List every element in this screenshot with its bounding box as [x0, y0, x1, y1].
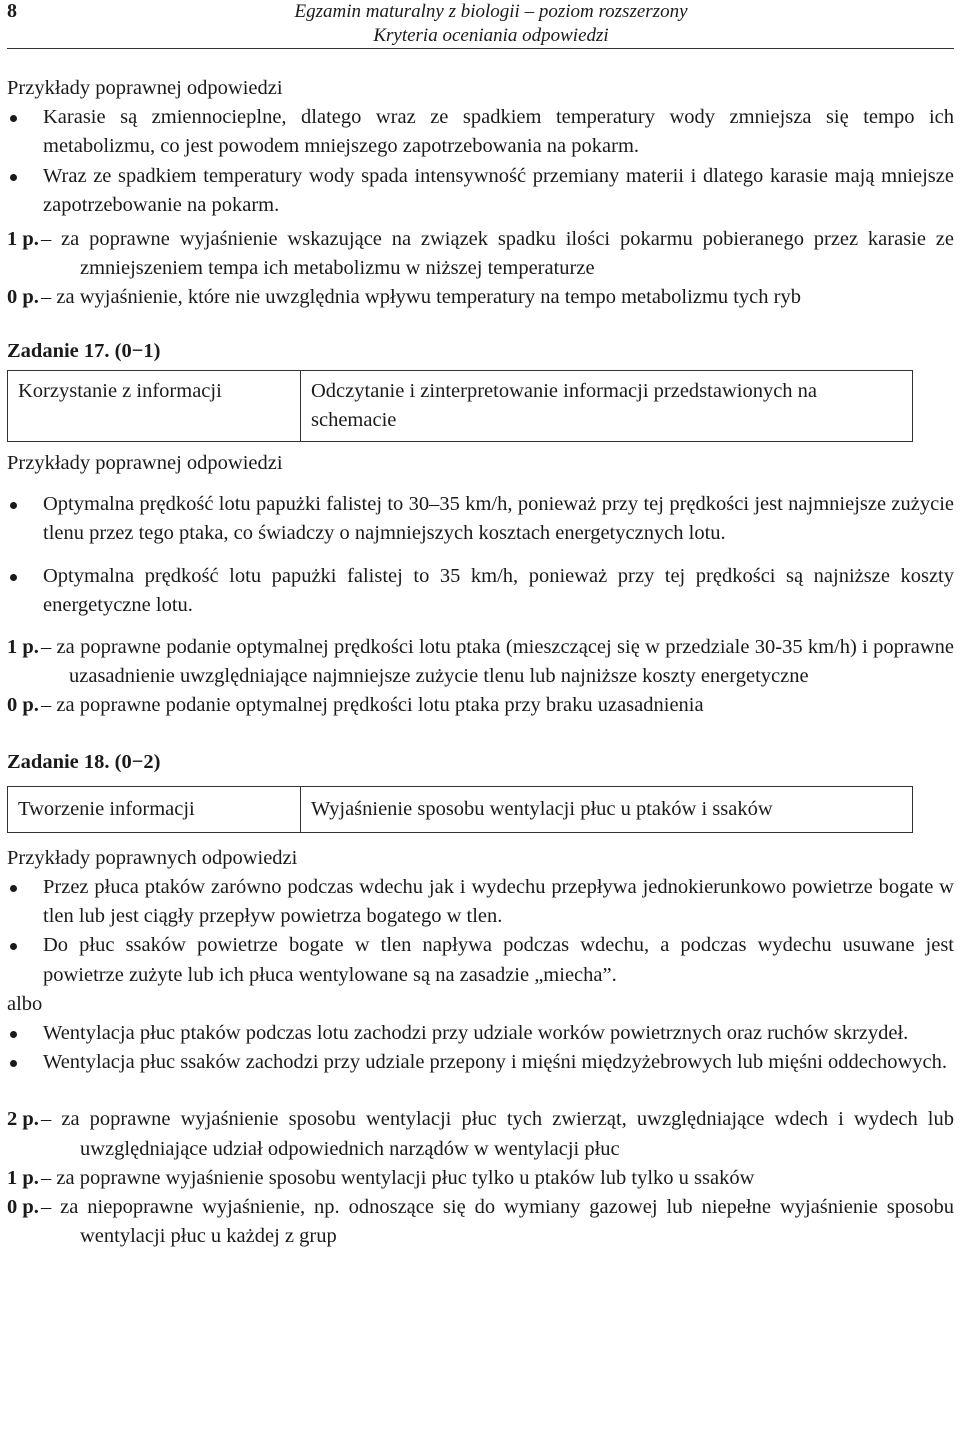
list-item: Wentylacja płuc ssaków zachodzi przy udziale przepony i mięśni międzyżebrowych lub mięśni oddechowych. — [7, 1048, 954, 1077]
header-title-line-1: Egzamin maturalny z biologii – poziom rozszerzony — [294, 1, 688, 22]
task17-examples-list — [7, 490, 954, 620]
page-header — [7, 0, 954, 49]
task18-criteria-table — [7, 786, 913, 833]
bullet-icon — [10, 943, 17, 950]
score-row: 0 p. – za poprawne podanie optymalnej prędkości lotu ptaka przy braku uzasadnienia — [7, 694, 704, 717]
task16-examples-list — [7, 103, 954, 220]
bullet-icon — [10, 502, 17, 509]
list-item: Do płuc ssaków powietrze bogate w tlen napływa podczas wdechu, a podczas wydechu usuwane jest powietrze zużyte lub ich płuca wentylowane są na zasadzie „miecha”. — [7, 931, 954, 989]
criteria-description: Odczytanie i zinterpretowanie informacji przedstawionych na schemacie — [311, 379, 818, 431]
score-row: 1 p. – za poprawne podanie optymalnej prędkości lotu ptaka (mieszczącej się w przedziale 30-35 km/h) i poprawne uzasadnienie uwzględniające najmniejsze zużycie tlenu lub najniższe koszty energetyczne — [7, 636, 954, 688]
task18-examples-list-a — [7, 873, 954, 990]
score-row: 0 p. – za wyjaśnienie, które nie uwzględnia wpływu temperatury na tempo metabolizmu tych ryb — [7, 286, 801, 309]
page-number: 8 — [7, 0, 17, 22]
task18-examples-label: Przykłady poprawnych odpowiedzi — [7, 846, 298, 869]
header-title — [271, 0, 711, 48]
task17-criteria-table — [7, 370, 913, 442]
task16-examples-label: Przykłady poprawnej odpowiedzi — [7, 77, 283, 99]
bullet-icon — [10, 115, 17, 122]
bullet-icon — [10, 174, 17, 181]
score-row: 1 p. – za poprawne wyjaśnienie sposobu wentylacji płuc tylko u ptaków lub tylko u ssaków — [7, 1166, 755, 1189]
task18-examples-list-b — [7, 1019, 954, 1077]
score-row: 2 p. – za poprawne wyjaśnienie sposobu wentylacji płuc tych zwierząt, uwzględniające wdech i wydech lub uwzględniające udział odpowiednich narządów w wentylacji płuc — [7, 1108, 954, 1160]
bullet-icon — [10, 574, 17, 581]
list-item: Karasie są zmiennocieplne, dlatego wraz ze spadkiem temperatury wody zmniejsza się tempo ich metabolizmu, co jest powodem mniejszego zapotrzebowania na pokarm. — [7, 103, 954, 161]
task18-section — [7, 748, 954, 1252]
task17-title: Zadanie 17. (0−1) — [7, 339, 161, 362]
list-item: Optymalna prędkość lotu papużki falistej to 35 km/h, ponieważ przy tej prędkości są najniższe koszty energetyczne lotu. — [7, 562, 954, 620]
task16-section — [7, 74, 954, 313]
criteria-requirement: Korzystanie z informacji — [8, 371, 301, 441]
list-item: Wraz ze spadkiem temperatury wody spada intensywność przemiany materii i dlatego karasie mają mniejsze zapotrzebowanie na pokarm. — [7, 162, 954, 220]
task18-title: Zadanie 18. (0−2) — [7, 750, 161, 773]
score-row: 1 p. – za poprawne wyjaśnienie wskazujące na związek spadku ilości pokarmu pobieranego przez karasie ze zmniejszeniem tempa ich metabolizmu w niższej temperaturze — [7, 228, 954, 280]
task17-examples-label: Przykłady poprawnej odpowiedzi — [7, 452, 283, 475]
alternative-separator: albo — [7, 992, 43, 1015]
bullet-icon — [10, 885, 17, 892]
list-item: Wentylacja płuc ptaków podczas lotu zachodzi przy udziale worków powietrznych oraz ruchów skrzydeł. — [7, 1019, 954, 1048]
header-title-line-2: Kryteria oceniania odpowiedzi — [373, 25, 609, 46]
document-page — [7, 0, 954, 1252]
bullet-icon — [10, 1031, 17, 1038]
list-item: Przez płuca ptaków zarówno podczas wdechu jak i wydechu przepływa jednokierunkowo powietrze bogate w tlen lub jest ciągły przepływ powietrza bogatego w tlen. — [7, 873, 954, 931]
criteria-requirement: Tworzenie informacji — [8, 787, 301, 832]
bullet-icon — [10, 1060, 17, 1067]
task17-section — [7, 337, 954, 721]
score-row: 0 p. – za niepoprawne wyjaśnienie, np. odnoszące się do wymiany gazowej lub niepełne wyjaśnienie sposobu wentylacji płuc u każdej z grup — [7, 1196, 954, 1248]
list-item: Optymalna prędkość lotu papużki falistej to 30–35 km/h, ponieważ przy tej prędkości jest najmniejsze zużycie tlenu przez tego ptaka, co świadczy o najmniejszych kosztach energetycznych lotu. — [7, 490, 954, 548]
criteria-description: Wyjaśnienie sposobu wentylacji płuc u ptaków i ssaków — [311, 797, 773, 820]
